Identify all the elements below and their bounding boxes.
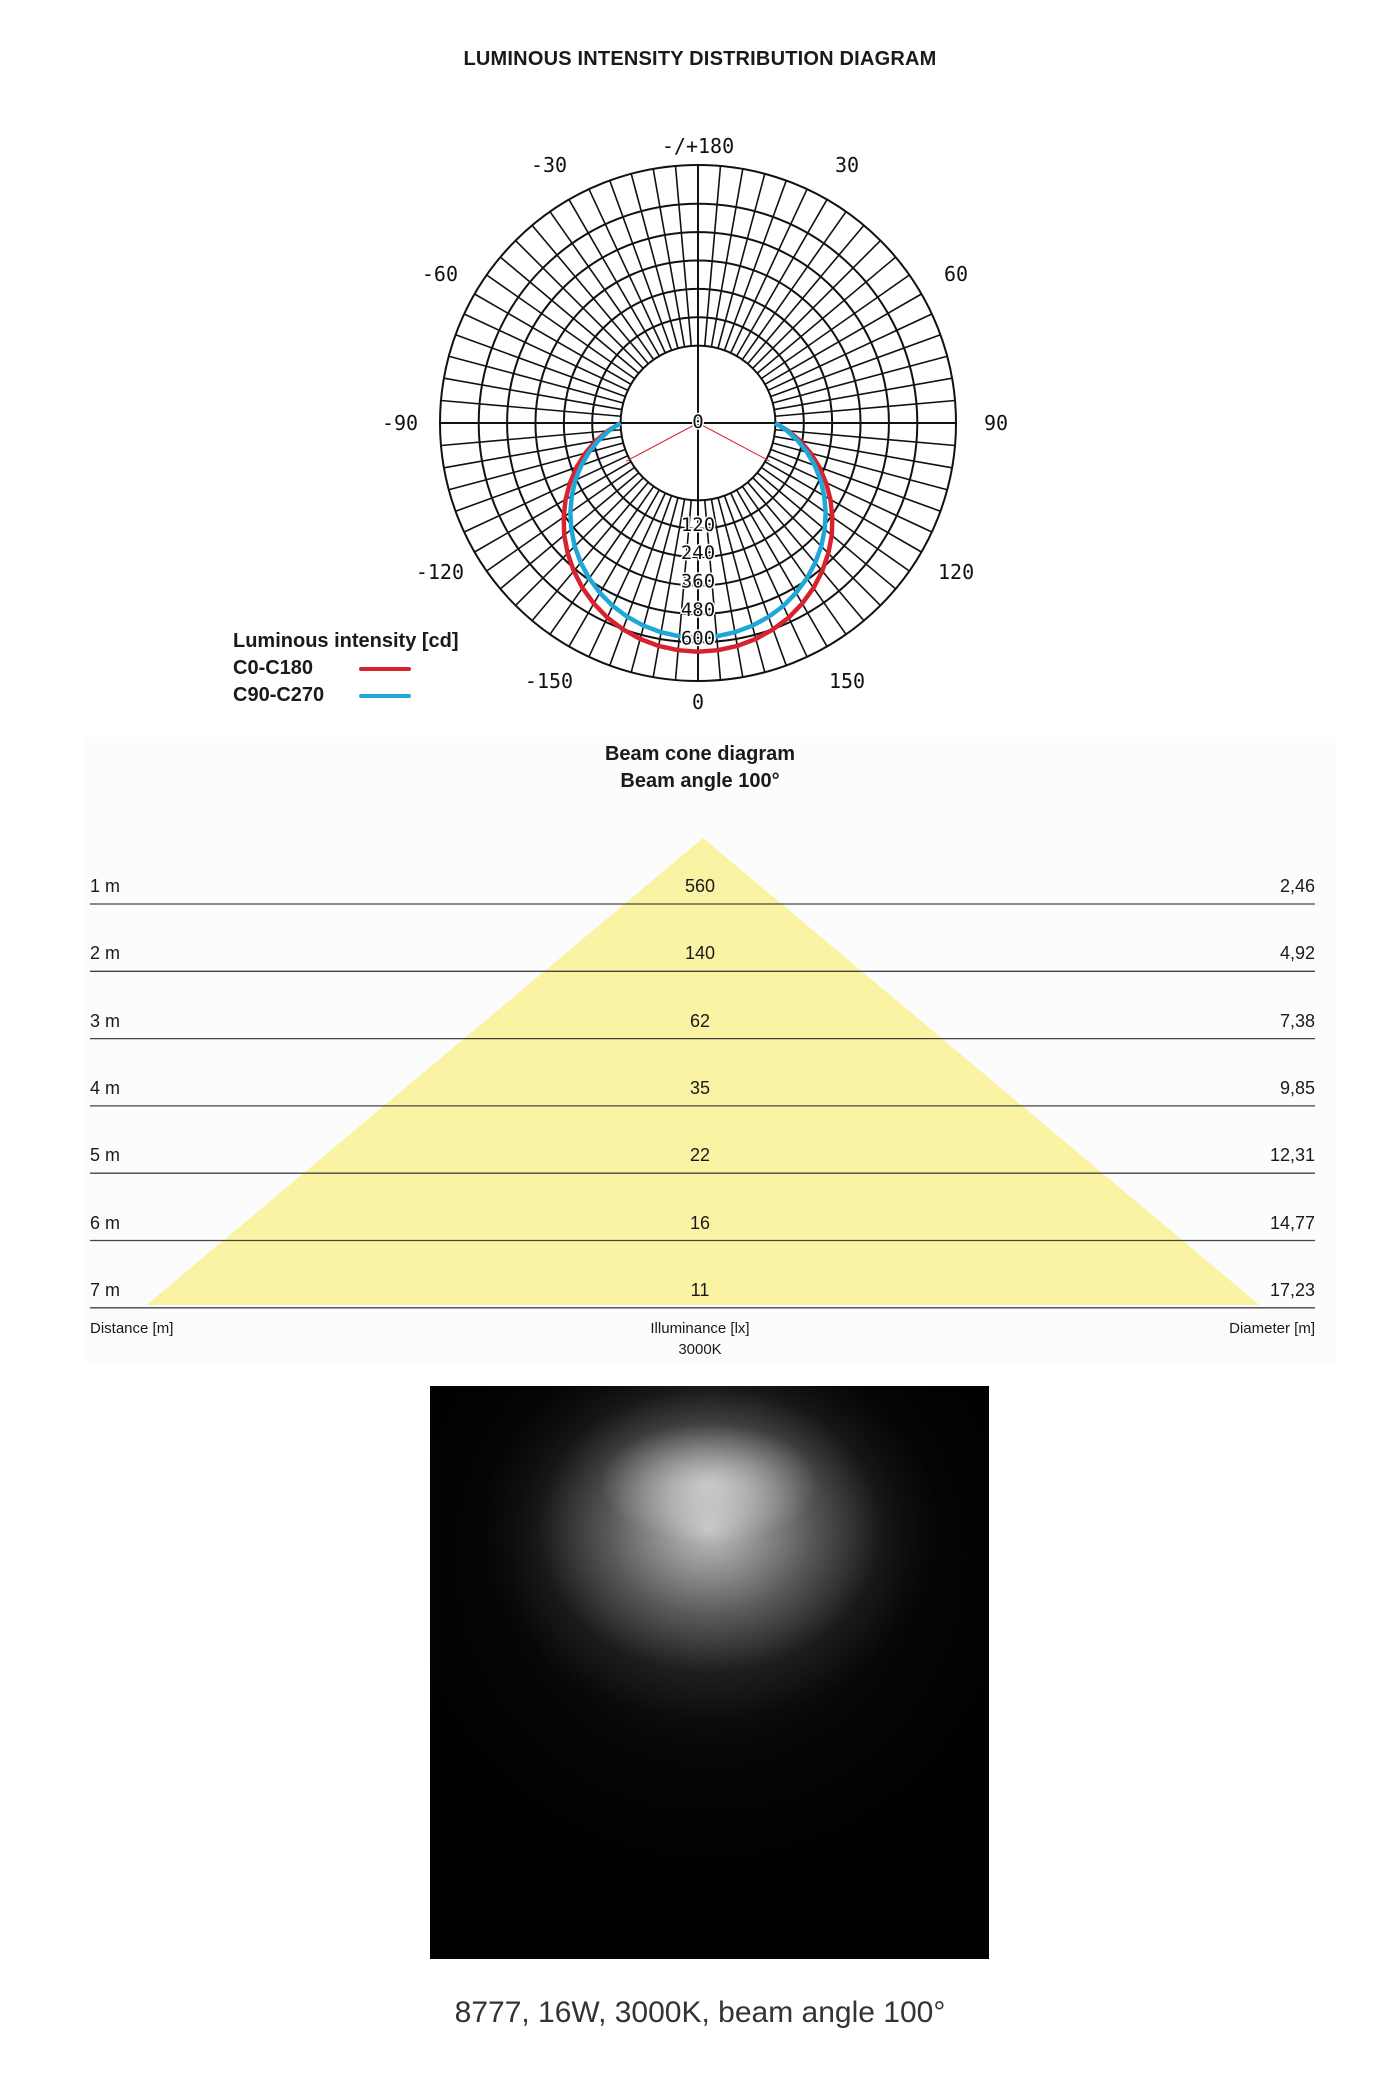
row-diameter: 14,77 (1269, 1212, 1315, 1233)
radial-tick-label: 480 (680, 598, 716, 621)
illuminance-axis-label: Illuminance [lx] (650, 1320, 750, 1337)
beam-photo (430, 1386, 989, 1959)
row-diameter: 4,92 (1279, 943, 1315, 964)
beam-angle-label: Beam angle 100° (620, 770, 780, 792)
beam-cone-triangle (146, 838, 1259, 1305)
angle-label-top: -/+180 (661, 134, 735, 158)
beam-cone-title-line: Beam cone diagram (604, 743, 796, 765)
polar-diagram-title: LUMINOUS INTENSITY DISTRIBUTION DIAGRAM (463, 48, 937, 70)
row-illuminance: 11 (690, 1279, 710, 1300)
angle-label-left: -90 (381, 411, 419, 435)
angle-label-bottom: 0 (691, 690, 705, 714)
row-diameter: 7,38 (1279, 1010, 1315, 1031)
diameter-axis-label: Diameter [m] (1229, 1320, 1315, 1337)
beam-light-spot (430, 1386, 989, 1959)
angle-label-left: -60 (421, 262, 458, 286)
angle-label-left: -30 (530, 152, 568, 177)
radial-tick-label: 600 (680, 627, 716, 650)
angle-label-right: 60 (944, 262, 969, 286)
angle-label-left: -150 (524, 669, 574, 694)
row-distance: 3 m (90, 1010, 121, 1031)
angle-label-right: 150 (828, 669, 866, 694)
radial-tick-label: 120 (680, 513, 716, 536)
row-distance: 2 m (90, 943, 121, 964)
angle-label-right: 90 (983, 411, 1009, 435)
cct-label: 3000K (678, 1341, 722, 1358)
legend-title: Luminous intensity [cd] (233, 630, 459, 652)
row-diameter: 9,85 (1279, 1077, 1315, 1098)
row-distance: 1 m (90, 876, 121, 896)
distance-axis-label: Distance [m] (90, 1320, 174, 1337)
row-diameter: 17,23 (1269, 1279, 1315, 1300)
legend-entry-c0-label: C0-C180 (233, 657, 314, 679)
row-distance: 6 m (90, 1212, 121, 1233)
row-illuminance: 62 (689, 1010, 711, 1031)
row-illuminance: 22 (689, 1145, 711, 1166)
row-distance: 5 m (90, 1145, 121, 1166)
beam-cone-title (0, 741, 1400, 795)
row-illuminance: 140 (684, 943, 716, 964)
row-diameter: 12,31 (1269, 1145, 1315, 1166)
row-distance: 7 m (90, 1279, 121, 1300)
legend-entry-c90-label: C90-C270 (233, 684, 325, 706)
radial-tick-label: 240 (680, 542, 716, 565)
angle-label-left: -120 (415, 560, 465, 584)
row-illuminance: 560 (684, 876, 716, 896)
row-illuminance: 35 (689, 1077, 711, 1098)
radial-tick-label: 360 (680, 570, 716, 593)
row-diameter: 2,46 (1279, 876, 1315, 896)
photo-caption: 8777, 16W, 3000K, beam angle 100° (454, 1996, 946, 2029)
row-illuminance: 16 (689, 1212, 711, 1233)
radial-tick-label: 0 (692, 411, 704, 433)
angle-label-right: 120 (938, 560, 975, 584)
row-distance: 4 m (90, 1077, 121, 1098)
angle-label-right: 30 (834, 152, 860, 177)
